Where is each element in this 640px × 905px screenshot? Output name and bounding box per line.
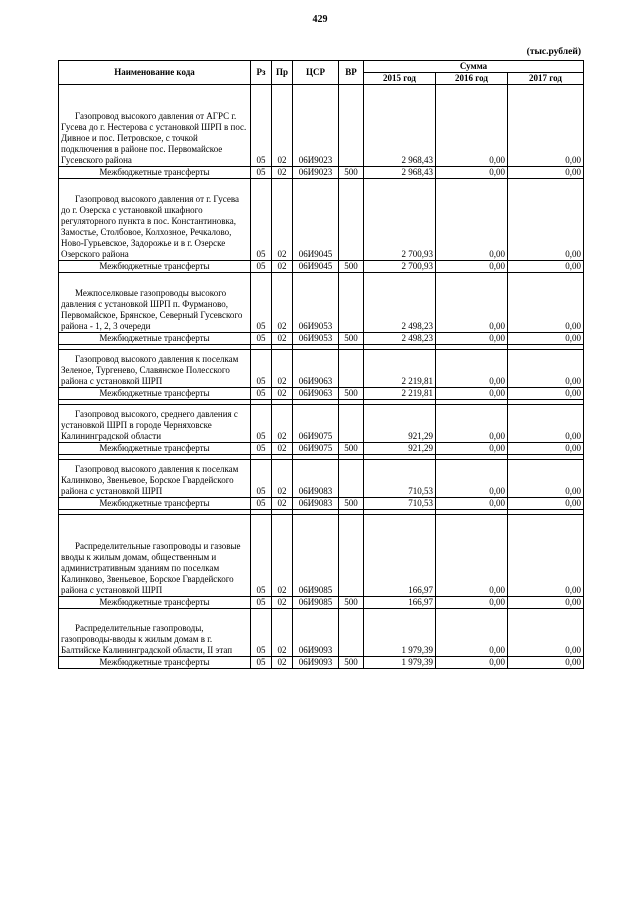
table-row-item xyxy=(59,460,584,498)
cell-v2016: 0,00 xyxy=(436,443,508,455)
cell-v2017: 0,00 xyxy=(508,273,584,333)
cell-csr: 06И9063 xyxy=(293,388,339,400)
cell-v2015: 2 219,81 xyxy=(364,388,436,400)
cell-csr: 06И9053 xyxy=(293,333,339,345)
cell-v2015: 921,29 xyxy=(364,443,436,455)
cell-csr: 06И9093 xyxy=(293,657,339,669)
budget-table xyxy=(58,60,584,669)
cell-v2015: 1 979,39 xyxy=(364,609,436,657)
cell-v2016: 0,00 xyxy=(436,609,508,657)
cell-v2015: 2 219,81 xyxy=(364,350,436,388)
cell-csr: 06И9053 xyxy=(293,273,339,333)
cell-v2017: 0,00 xyxy=(508,515,584,597)
cell-v2016: 0,00 xyxy=(436,657,508,669)
cell-pr: 02 xyxy=(272,261,293,273)
cell-rz: 05 xyxy=(251,405,272,443)
cell-rz: 05 xyxy=(251,85,272,167)
cell-rz: 05 xyxy=(251,657,272,669)
table-row-transfer xyxy=(59,443,584,455)
cell-name: Межбюджетные трансферты xyxy=(59,597,251,609)
cell-name: Газопровод высокого, среднего давления с установкой ШРП в городе Черняховске Калининградской области xyxy=(59,405,251,443)
cell-v2016: 0,00 xyxy=(436,167,508,179)
cell-vr xyxy=(339,273,364,333)
cell-vr xyxy=(339,350,364,388)
page-number: 429 xyxy=(312,14,328,25)
cell-v2017: 0,00 xyxy=(508,179,584,261)
cell-v2016: 0,00 xyxy=(436,333,508,345)
table-row-item xyxy=(59,515,584,597)
cell-v2015: 921,29 xyxy=(364,405,436,443)
cell-csr: 06И9023 xyxy=(293,85,339,167)
cell-v2015: 1 979,39 xyxy=(364,657,436,669)
cell-name: Газопровод высокого давления от АГРС г. Гусева до г. Нестерова с установкой ШРП в пос. Дивное и пос. Петровское, с точкой подключения в районе пос. Первомайское Гусевского района xyxy=(59,85,251,167)
table-row-transfer xyxy=(59,657,584,669)
cell-v2015: 2 968,43 xyxy=(364,85,436,167)
header-2017: 2017 год xyxy=(508,73,584,85)
cell-vr: 500 xyxy=(339,388,364,400)
cell-v2016: 0,00 xyxy=(436,350,508,388)
cell-pr: 02 xyxy=(272,597,293,609)
cell-pr: 02 xyxy=(272,167,293,179)
cell-pr: 02 xyxy=(272,460,293,498)
cell-v2017: 0,00 xyxy=(508,388,584,400)
cell-pr: 02 xyxy=(272,657,293,669)
cell-v2017: 0,00 xyxy=(508,167,584,179)
cell-csr: 06И9083 xyxy=(293,498,339,510)
cell-pr: 02 xyxy=(272,498,293,510)
cell-v2017: 0,00 xyxy=(508,405,584,443)
cell-csr: 06И9083 xyxy=(293,460,339,498)
cell-pr: 02 xyxy=(272,443,293,455)
cell-name: Межпоселковые газопроводы высокого давления с установкой ШРП п. Фурманово, Первомайское, Брянское, Северный Гусевского района - 1, 2, 3 очереди xyxy=(59,273,251,333)
cell-csr: 06И9075 xyxy=(293,405,339,443)
cell-v2015: 2 968,43 xyxy=(364,167,436,179)
cell-v2016: 0,00 xyxy=(436,273,508,333)
cell-rz: 05 xyxy=(251,498,272,510)
cell-vr xyxy=(339,515,364,597)
cell-v2015: 2 498,23 xyxy=(364,333,436,345)
cell-v2015: 166,97 xyxy=(364,515,436,597)
cell-vr xyxy=(339,85,364,167)
cell-v2015: 2 700,93 xyxy=(364,179,436,261)
cell-name: Межбюджетные трансферты xyxy=(59,443,251,455)
cell-name: Межбюджетные трансферты xyxy=(59,657,251,669)
cell-rz: 05 xyxy=(251,179,272,261)
cell-v2016: 0,00 xyxy=(436,597,508,609)
cell-csr: 06И9023 xyxy=(293,167,339,179)
cell-rz: 05 xyxy=(251,443,272,455)
cell-rz: 05 xyxy=(251,273,272,333)
header-rz: Рз xyxy=(251,61,272,85)
cell-pr: 02 xyxy=(272,388,293,400)
cell-csr: 06И9075 xyxy=(293,443,339,455)
header-vr: ВР xyxy=(339,61,364,85)
cell-rz: 05 xyxy=(251,460,272,498)
header-pr: Пр xyxy=(272,61,293,85)
cell-name: Газопровод высокого давления от г. Гусева до г. Озерска с установкой шкафного регуляторного пункта в пос. Константиновка, Замостье, Столбовое, Колхозное, Речкалово, Ново-Гурьевское, Задорожье и в г. Озерске Озерского района xyxy=(59,179,251,261)
cell-v2015: 710,53 xyxy=(364,498,436,510)
cell-v2017: 0,00 xyxy=(508,657,584,669)
cell-v2016: 0,00 xyxy=(436,179,508,261)
header-2016: 2016 год xyxy=(436,73,508,85)
cell-vr xyxy=(339,609,364,657)
table-row-transfer xyxy=(59,597,584,609)
cell-v2015: 166,97 xyxy=(364,597,436,609)
table-row-transfer xyxy=(59,388,584,400)
cell-name: Межбюджетные трансферты xyxy=(59,333,251,345)
cell-vr xyxy=(339,460,364,498)
cell-rz: 05 xyxy=(251,261,272,273)
table-body xyxy=(59,85,584,669)
table-row-item xyxy=(59,405,584,443)
table-row-transfer xyxy=(59,333,584,345)
table-row-transfer xyxy=(59,498,584,510)
cell-v2017: 0,00 xyxy=(508,350,584,388)
cell-rz: 05 xyxy=(251,515,272,597)
cell-csr: 06И9063 xyxy=(293,350,339,388)
cell-vr xyxy=(339,179,364,261)
cell-vr: 500 xyxy=(339,597,364,609)
header-sum: Сумма xyxy=(364,61,584,73)
cell-pr: 02 xyxy=(272,85,293,167)
cell-v2016: 0,00 xyxy=(436,460,508,498)
cell-rz: 05 xyxy=(251,597,272,609)
cell-v2015: 710,53 xyxy=(364,460,436,498)
header-2015: 2015 год xyxy=(364,73,436,85)
cell-v2017: 0,00 xyxy=(508,261,584,273)
cell-rz: 05 xyxy=(251,388,272,400)
header-name: Наименование кода xyxy=(59,61,251,85)
cell-pr: 02 xyxy=(272,515,293,597)
cell-csr: 06И9093 xyxy=(293,609,339,657)
cell-csr: 06И9085 xyxy=(293,515,339,597)
cell-name: Распределительные газопроводы и газовые вводы к жилым домам, общественным и административным зданиям по поселкам Калинково, Звеньевое, Борское Гвардейского района с установкой ШРП xyxy=(59,515,251,597)
cell-v2017: 0,00 xyxy=(508,85,584,167)
cell-vr: 500 xyxy=(339,333,364,345)
table-row-item xyxy=(59,85,584,167)
cell-vr: 500 xyxy=(339,657,364,669)
cell-pr: 02 xyxy=(272,405,293,443)
cell-name: Газопровод высокого давления к поселкам Зеленое, Тургенево, Славянское Полесского района с установкой ШРП xyxy=(59,350,251,388)
cell-v2015: 2 700,93 xyxy=(364,261,436,273)
cell-v2017: 0,00 xyxy=(508,609,584,657)
cell-v2016: 0,00 xyxy=(436,498,508,510)
cell-name: Межбюджетные трансферты xyxy=(59,388,251,400)
cell-pr: 02 xyxy=(272,350,293,388)
cell-v2017: 0,00 xyxy=(508,443,584,455)
cell-v2017: 0,00 xyxy=(508,498,584,510)
cell-name: Газопровод высокого давления к поселкам Калинково, Звеньевое, Борское Гвардейского района с установкой ШРП xyxy=(59,460,251,498)
cell-vr: 500 xyxy=(339,167,364,179)
cell-name: Межбюджетные трансферты xyxy=(59,498,251,510)
cell-name: Распределительные газопроводы, газопроводы-вводы к жилым домам в г. Балтийске Калининградской области, II этап xyxy=(59,609,251,657)
cell-v2017: 0,00 xyxy=(508,333,584,345)
cell-csr: 06И9045 xyxy=(293,261,339,273)
cell-vr: 500 xyxy=(339,498,364,510)
cell-name: Межбюджетные трансферты xyxy=(59,167,251,179)
cell-v2016: 0,00 xyxy=(436,405,508,443)
cell-vr: 500 xyxy=(339,261,364,273)
cell-v2016: 0,00 xyxy=(436,85,508,167)
cell-v2017: 0,00 xyxy=(508,460,584,498)
cell-name: Межбюджетные трансферты xyxy=(59,261,251,273)
cell-v2016: 0,00 xyxy=(436,261,508,273)
cell-v2015: 2 498,23 xyxy=(364,273,436,333)
cell-vr: 500 xyxy=(339,443,364,455)
cell-pr: 02 xyxy=(272,179,293,261)
table-row-transfer xyxy=(59,261,584,273)
cell-pr: 02 xyxy=(272,333,293,345)
cell-rz: 05 xyxy=(251,609,272,657)
cell-vr xyxy=(339,405,364,443)
cell-pr: 02 xyxy=(272,273,293,333)
table-row-item xyxy=(59,273,584,333)
header-csr: ЦСР xyxy=(293,61,339,85)
cell-v2017: 0,00 xyxy=(508,597,584,609)
table-row-item xyxy=(59,609,584,657)
cell-rz: 05 xyxy=(251,167,272,179)
table-row-transfer xyxy=(59,167,584,179)
cell-pr: 02 xyxy=(272,609,293,657)
cell-csr: 06И9085 xyxy=(293,597,339,609)
table-row-item xyxy=(59,350,584,388)
cell-rz: 05 xyxy=(251,350,272,388)
cell-v2016: 0,00 xyxy=(436,515,508,597)
cell-v2016: 0,00 xyxy=(436,388,508,400)
table-row-item xyxy=(59,179,584,261)
cell-rz: 05 xyxy=(251,333,272,345)
units-label: (тыс.рублей) xyxy=(526,47,581,57)
cell-csr: 06И9045 xyxy=(293,179,339,261)
